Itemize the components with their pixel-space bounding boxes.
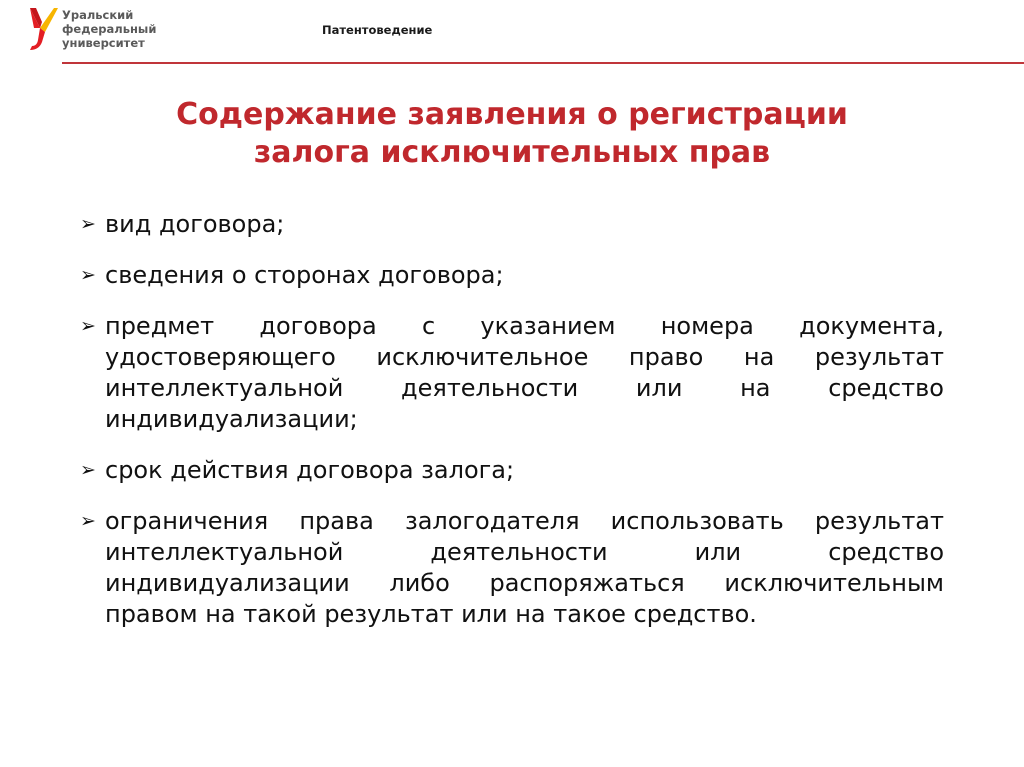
logo-line-2: федеральный — [62, 22, 157, 36]
arrow-bullet-icon: ➢ — [80, 510, 96, 532]
list-item-text: сведения о сторонах договора; — [105, 261, 504, 289]
arrow-bullet-icon: ➢ — [80, 459, 96, 481]
slide-title-line-2: залога исключительных прав — [253, 135, 771, 170]
list-item — [78, 260, 944, 291]
ural-university-logo-icon — [28, 6, 60, 52]
bullet-list — [78, 209, 944, 650]
slide-title-line-1: Содержание заявления о регистрации — [176, 97, 848, 132]
course-title: Патентоведение — [322, 23, 433, 37]
arrow-bullet-icon: ➢ — [80, 213, 96, 235]
list-item — [78, 506, 944, 630]
list-item — [78, 311, 944, 435]
slide-title — [60, 96, 964, 172]
list-item-text: предмет договора с указанием номера документа, удостоверяющего исключительное право на результат интеллектуальной деятельности или на средство индивидуализации; — [105, 312, 944, 433]
list-item — [78, 209, 944, 240]
logo-text — [62, 8, 156, 50]
logo-line-1: Уральский — [62, 8, 134, 22]
list-item-text: срок действия договора залога; — [105, 456, 515, 484]
header-divider — [62, 62, 1024, 64]
list-item-text: ограничения права залогодателя использовать результат интеллектуальной деятельности или средство индивидуализации либо распоряжаться исключительным правом на такой результат или на такое средство. — [105, 507, 944, 628]
university-logo — [28, 6, 163, 54]
list-item — [78, 455, 944, 486]
arrow-bullet-icon: ➢ — [80, 264, 96, 286]
logo-line-3: университет — [62, 36, 145, 50]
list-item-text: вид договора; — [105, 210, 285, 238]
arrow-bullet-icon: ➢ — [80, 315, 96, 337]
